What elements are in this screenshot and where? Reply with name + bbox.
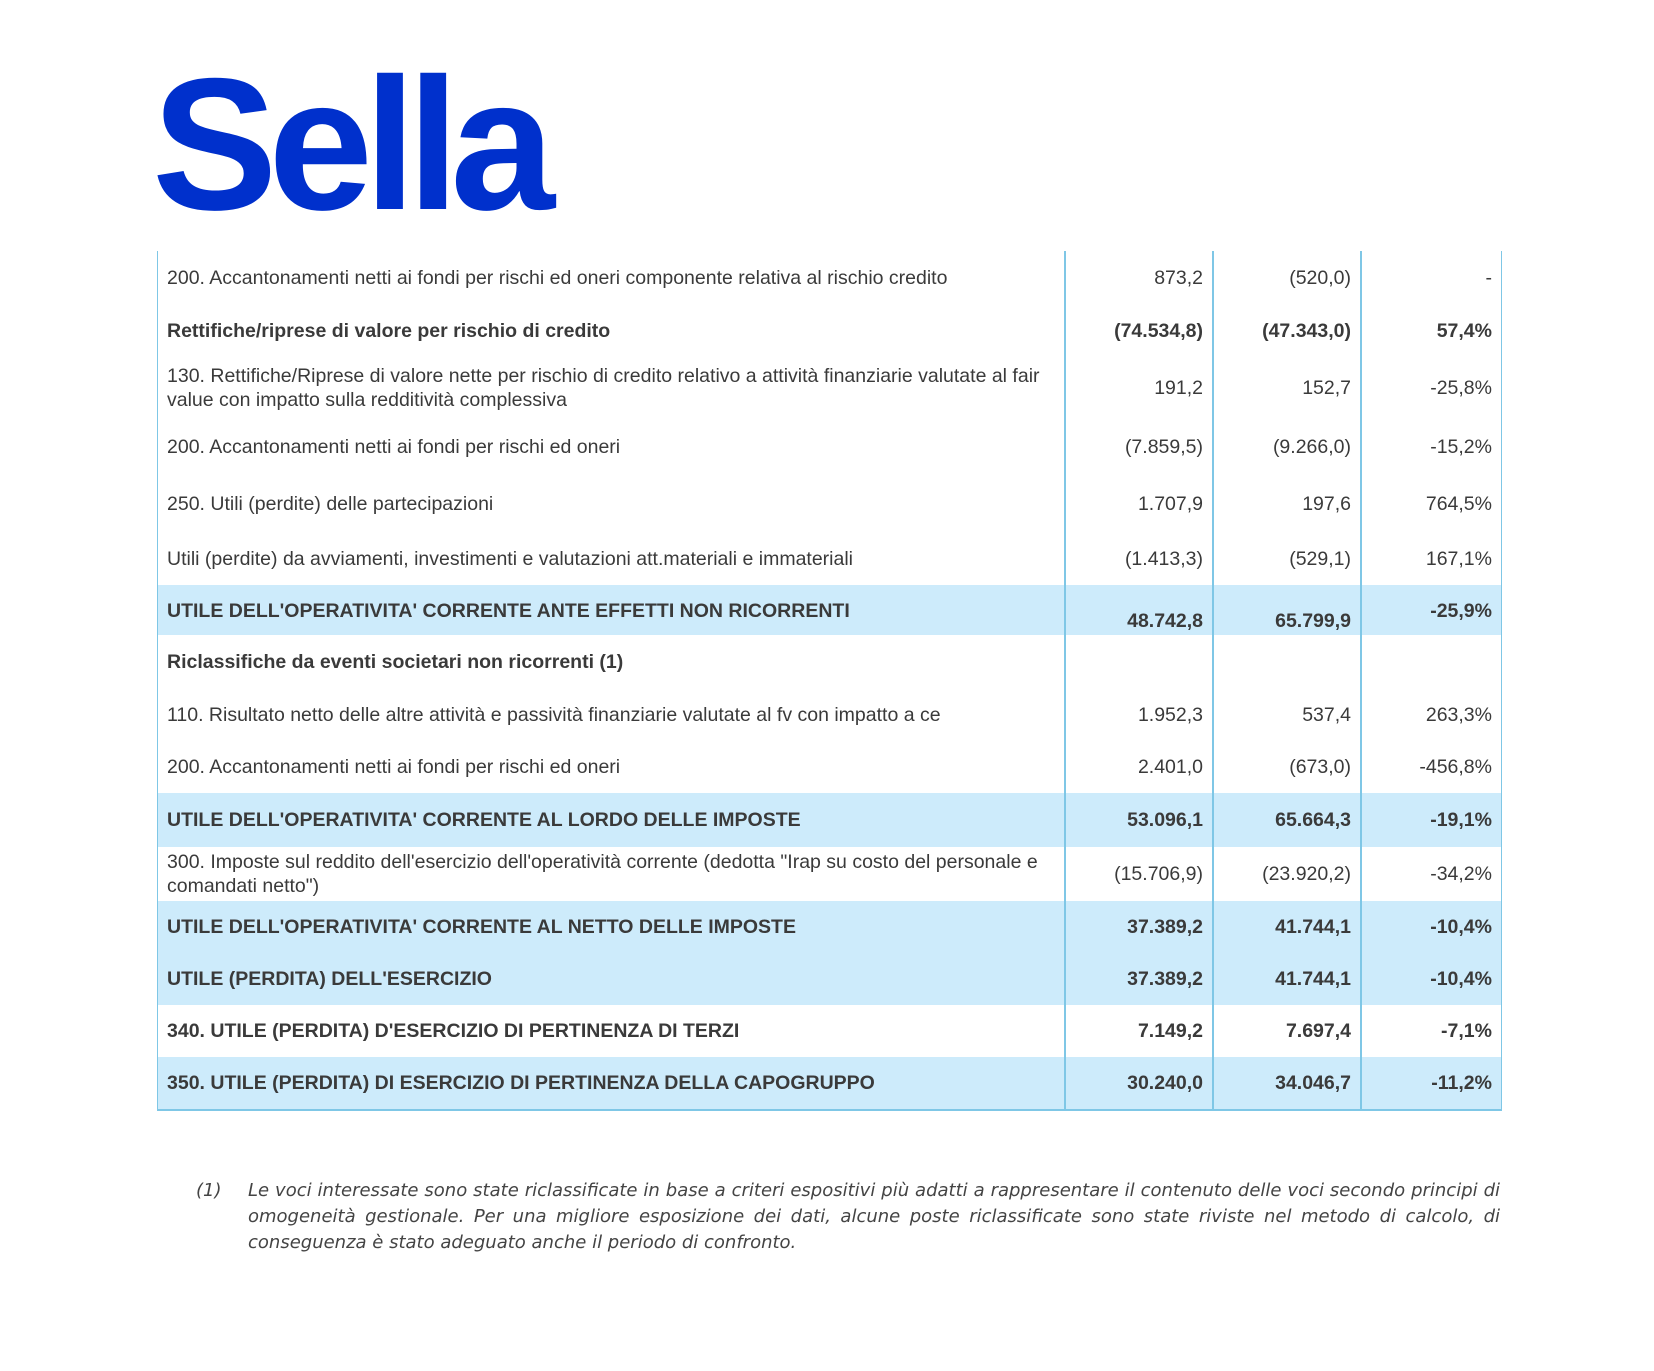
value-change-pct: -11,2%	[1361, 1057, 1501, 1109]
value-previous: 34.046,7	[1213, 1057, 1361, 1109]
table-row	[158, 793, 1501, 847]
value-current: (7.859,5)	[1065, 419, 1213, 475]
value-previous: 41.744,1	[1213, 901, 1361, 953]
row-label: 250. Utili (perdite) delle partecipazioni	[167, 493, 494, 515]
value-previous: 65.799,9	[1213, 585, 1361, 635]
value-previous: (9.266,0)	[1213, 419, 1361, 475]
value-current: 37.389,2	[1065, 953, 1213, 1005]
value-current: 1.707,9	[1065, 475, 1213, 533]
income-statement-table	[157, 251, 1502, 1111]
footnote	[196, 1178, 1500, 1256]
value-change-pct: -34,2%	[1361, 847, 1501, 901]
value-change-pct: -	[1361, 251, 1501, 305]
value-previous: 197,6	[1213, 475, 1361, 533]
value-previous: (23.920,2)	[1213, 847, 1361, 901]
row-label: 340. UTILE (PERDITA) D'ESERCIZIO DI PERTINENZA DI TERZI	[167, 1020, 740, 1042]
value-previous	[1213, 635, 1361, 689]
table-row	[158, 585, 1501, 635]
table-row	[158, 901, 1501, 953]
row-label: UTILE DELL'OPERATIVITA' CORRENTE ANTE EFFETTI NON RICORRENTI	[158, 585, 1065, 635]
table-row	[158, 1005, 1501, 1057]
row-label: UTILE DELL'OPERATIVITA' CORRENTE AL NETTO DELLE IMPOSTE	[158, 901, 1065, 953]
value-current: 2.401,0	[1065, 741, 1213, 793]
table-row	[158, 635, 1501, 689]
sella-logo: Sella	[152, 39, 546, 249]
value-previous: (529,1)	[1213, 533, 1361, 585]
value-change-pct	[1361, 635, 1501, 689]
value-change-pct: 263,3%	[1361, 689, 1501, 741]
row-label: 350. UTILE (PERDITA) DI ESERCIZIO DI PERTINENZA DELLA CAPOGRUPPO	[158, 1057, 1065, 1109]
row-label: 200. Accantonamenti netti ai fondi per rischi ed oneri	[167, 756, 621, 778]
row-label: 110. Risultato netto delle altre attività e passività finanziarie valutate al fv con impatto a ce	[167, 704, 941, 726]
value-current: 1.952,3	[1065, 689, 1213, 741]
table-row	[158, 357, 1501, 419]
row-label: Utili (perdite) da avviamenti, investimenti e valutazioni att.materiali e immateriali	[167, 548, 854, 570]
value-current: 53.096,1	[1065, 793, 1213, 847]
value-current: 37.389,2	[1065, 901, 1213, 953]
value-previous: (47.343,0)	[1213, 305, 1361, 357]
row-label: UTILE (PERDITA) DELL'ESERCIZIO	[158, 953, 1065, 1005]
table-row	[158, 419, 1501, 475]
value-change-pct: -7,1%	[1361, 1005, 1501, 1057]
row-label: 300. Imposte sul reddito dell'esercizio dell'operatività corrente (dedotta "Irap su costo del personale e comandati netto")	[167, 851, 1038, 897]
value-change-pct: -25,8%	[1361, 357, 1501, 419]
value-previous: 41.744,1	[1213, 953, 1361, 1005]
value-previous: 65.664,3	[1213, 793, 1361, 847]
value-change-pct: -25,9%	[1361, 585, 1501, 635]
table-row	[158, 305, 1501, 357]
row-label: 200. Accantonamenti netti ai fondi per rischi ed oneri	[167, 436, 621, 458]
value-current: (74.534,8)	[1065, 305, 1213, 357]
value-change-pct: -10,4%	[1361, 953, 1501, 1005]
table-row	[158, 741, 1501, 793]
value-change-pct: 167,1%	[1361, 533, 1501, 585]
value-previous: (520,0)	[1213, 251, 1361, 305]
value-previous: 537,4	[1213, 689, 1361, 741]
value-current: (15.706,9)	[1065, 847, 1213, 901]
value-previous: (673,0)	[1213, 741, 1361, 793]
table-row	[158, 475, 1501, 533]
footnote-text: Le voci interessate sono state riclassificate in base a criteri espositivi più adatti a rappresentare il contenuto delle voci secondo principi di omogeneità gestionale. Per una migliore esposizione dei dati, alcune poste riclassificate sono state riviste nel metodo di calcolo, di conseguenza è stato adeguato anche il periodo di confronto.	[248, 1180, 1500, 1253]
value-change-pct: -456,8%	[1361, 741, 1501, 793]
value-current	[1065, 635, 1213, 689]
table-row	[158, 847, 1501, 901]
footnote-marker: (1)	[196, 1180, 222, 1201]
row-label: 200. Accantonamenti netti ai fondi per rischi ed oneri componente relativa al rischio credito	[167, 267, 948, 289]
row-label: 130. Rettifiche/Riprese di valore nette per rischio di credito relativo a attività finanziarie valutate al fair value con impatto sulla redditività complessiva	[167, 365, 1040, 411]
value-current: 48.742,8	[1065, 585, 1213, 635]
value-current: 873,2	[1065, 251, 1213, 305]
value-change-pct: -15,2%	[1361, 419, 1501, 475]
value-current: 30.240,0	[1065, 1057, 1213, 1109]
table-row	[158, 1057, 1501, 1109]
table-row	[158, 689, 1501, 741]
value-current: (1.413,3)	[1065, 533, 1213, 585]
value-change-pct: -10,4%	[1361, 901, 1501, 953]
row-label: Riclassifiche da eventi societari non ricorrenti (1)	[167, 651, 624, 673]
value-change-pct: -19,1%	[1361, 793, 1501, 847]
value-current: 191,2	[1065, 357, 1213, 419]
value-previous: 7.697,4	[1213, 1005, 1361, 1057]
value-previous: 152,7	[1213, 357, 1361, 419]
row-label: Rettifiche/riprese di valore per rischio di credito	[167, 320, 611, 342]
value-change-pct: 57,4%	[1361, 305, 1501, 357]
table-row	[158, 953, 1501, 1005]
value-current: 7.149,2	[1065, 1005, 1213, 1057]
table-row	[158, 533, 1501, 585]
table-row	[158, 251, 1501, 305]
value-change-pct: 764,5%	[1361, 475, 1501, 533]
row-label: UTILE DELL'OPERATIVITA' CORRENTE AL LORDO DELLE IMPOSTE	[158, 793, 1065, 847]
